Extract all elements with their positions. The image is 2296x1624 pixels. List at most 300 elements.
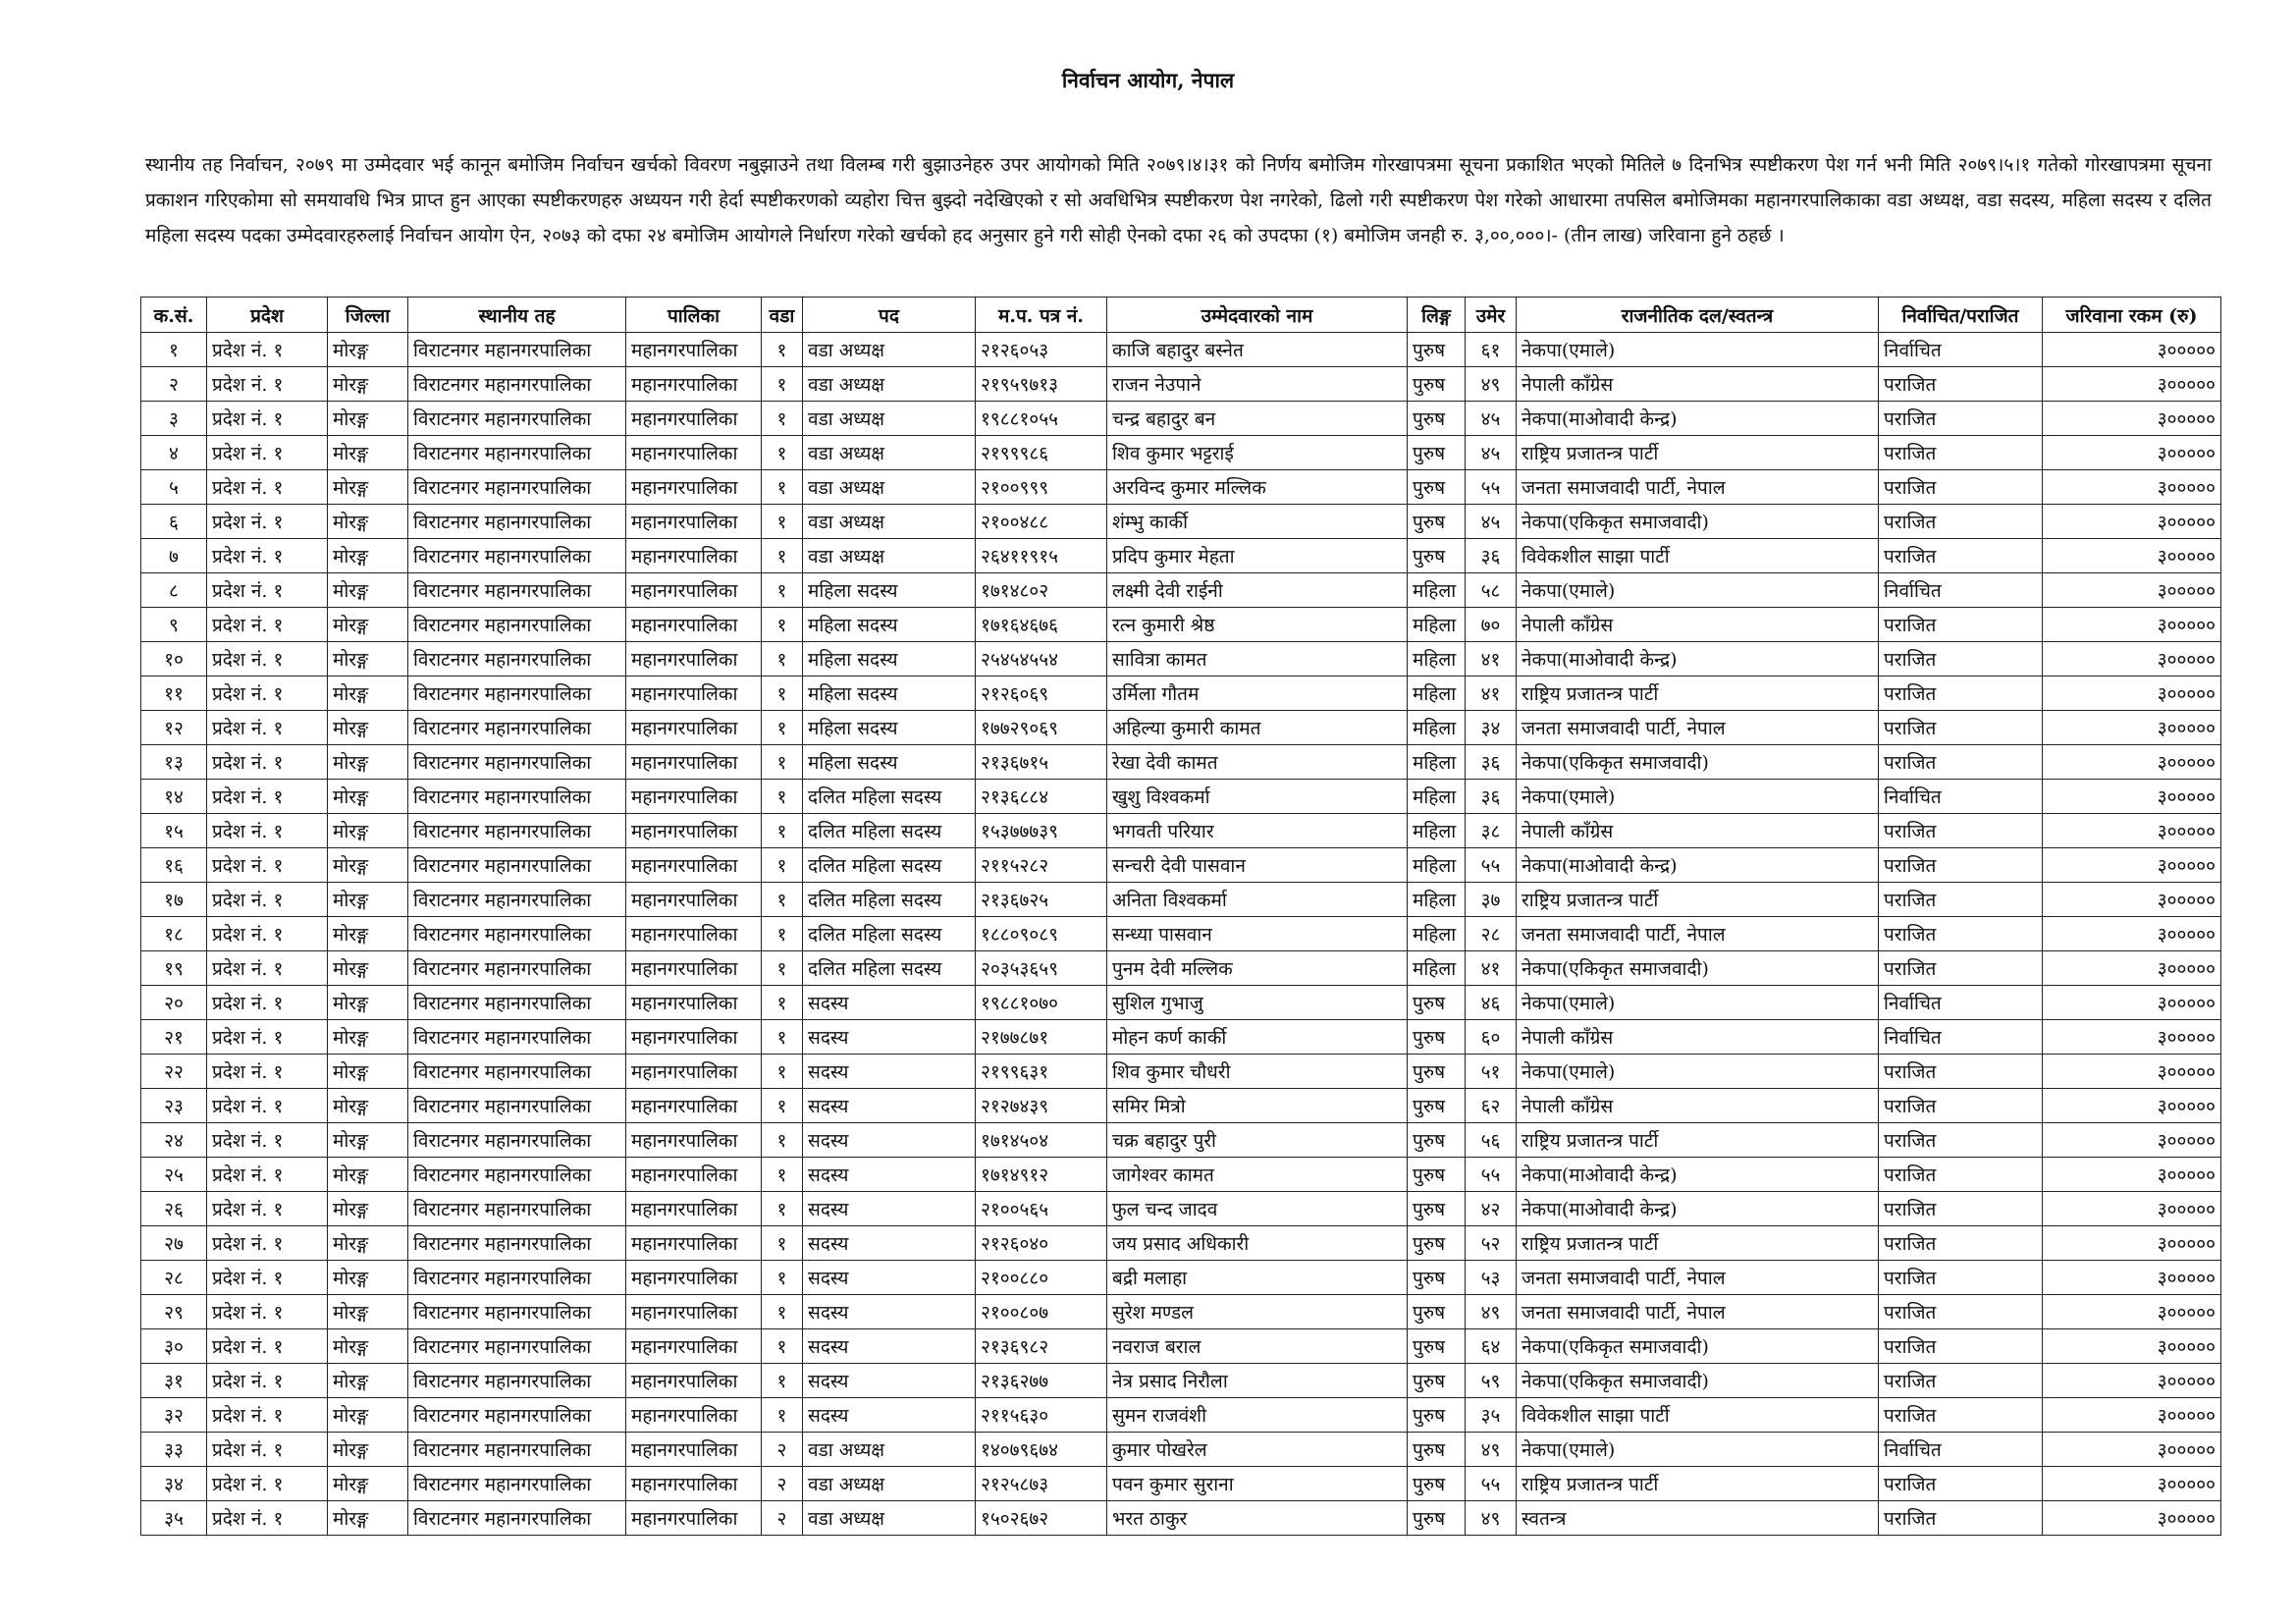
cell-local-level: विराटनगर महानगरपालिका — [408, 848, 626, 883]
cell-local-level: विराटनगर महानगरपालिका — [408, 951, 626, 986]
cell-result: पराजित — [1879, 1055, 2043, 1089]
cell-gender: पुरुष — [1408, 1501, 1466, 1536]
cell-party: विवेकशील साझा पार्टी — [1517, 539, 1879, 573]
table-row — [141, 814, 2221, 848]
cell-fine-amount: ३००००० — [2043, 745, 2221, 780]
cell-province: प्रदेश नं. १ — [207, 505, 328, 539]
cell-province: प्रदेश नं. १ — [207, 333, 328, 367]
cell-municipality-type: महानगरपालिका — [626, 917, 762, 951]
cell-post: दलित महिला सदस्य — [803, 951, 976, 986]
cell-fine-amount: ३००००० — [2043, 814, 2221, 848]
cell-candidate-name: रेखा देवी कामत — [1107, 745, 1408, 780]
cell-fine-amount: ३००००० — [2043, 677, 2221, 711]
cell-ward: १ — [762, 642, 803, 677]
cell-gender: पुरुष — [1408, 402, 1466, 436]
cell-age: ४१ — [1466, 677, 1517, 711]
cell-local-level: विराटनगर महानगरपालिका — [408, 814, 626, 848]
cell-nomination-number: २५४५४५५४ — [976, 642, 1107, 677]
cell-gender: महिला — [1408, 711, 1466, 745]
cell-serial: २८ — [141, 1261, 207, 1295]
cell-ward: १ — [762, 951, 803, 986]
cell-nomination-number: २१००४८८ — [976, 505, 1107, 539]
cell-gender: महिला — [1408, 608, 1466, 642]
cell-candidate-name: जय प्रसाद अधिकारी — [1107, 1226, 1408, 1261]
cell-candidate-name: चन्द्र बहादुर बन — [1107, 402, 1408, 436]
cell-gender: महिला — [1408, 883, 1466, 917]
cell-post: दलित महिला सदस्य — [803, 848, 976, 883]
cell-serial: १६ — [141, 848, 207, 883]
cell-district: मोरङ्ग — [328, 402, 408, 436]
cell-result: पराजित — [1879, 745, 2043, 780]
cell-serial: १० — [141, 642, 207, 677]
cell-result: पराजित — [1879, 402, 2043, 436]
cell-candidate-name: कुमार पोखरेल — [1107, 1433, 1408, 1467]
cell-district: मोरङ्ग — [328, 1467, 408, 1501]
cell-municipality-type: महानगरपालिका — [626, 505, 762, 539]
cell-serial: ३४ — [141, 1467, 207, 1501]
cell-age: ४५ — [1466, 436, 1517, 470]
cell-gender: महिला — [1408, 951, 1466, 986]
table-row — [141, 470, 2221, 505]
cell-nomination-number: १९८८१०५५ — [976, 402, 1107, 436]
cell-local-level: विराटनगर महानगरपालिका — [408, 539, 626, 573]
cell-result: पराजित — [1879, 1295, 2043, 1329]
cell-age: ५९ — [1466, 1364, 1517, 1398]
cell-municipality-type: महानगरपालिका — [626, 677, 762, 711]
cell-candidate-name: अहिल्या कुमारी कामत — [1107, 711, 1408, 745]
cell-candidate-name: अरविन्द कुमार मल्लिक — [1107, 470, 1408, 505]
header-party: राजनीतिक दल/स्वतन्त्र — [1517, 298, 1879, 333]
cell-gender: पुरुष — [1408, 539, 1466, 573]
table-row — [141, 1261, 2221, 1295]
cell-gender: महिला — [1408, 573, 1466, 608]
cell-province: प्रदेश नं. १ — [207, 711, 328, 745]
header-serial: क.सं. — [141, 298, 207, 333]
cell-municipality-type: महानगरपालिका — [626, 1364, 762, 1398]
cell-result: निर्वाचित — [1879, 573, 2043, 608]
cell-municipality-type: महानगरपालिका — [626, 1467, 762, 1501]
cell-district: मोरङ्ग — [328, 505, 408, 539]
cell-age: ३७ — [1466, 883, 1517, 917]
cell-local-level: विराटनगर महानगरपालिका — [408, 1261, 626, 1295]
cell-serial: २९ — [141, 1295, 207, 1329]
cell-age: ६४ — [1466, 1329, 1517, 1364]
cell-district: मोरङ्ग — [328, 745, 408, 780]
cell-province: प्रदेश नं. १ — [207, 745, 328, 780]
cell-serial: ३१ — [141, 1364, 207, 1398]
cell-municipality-type: महानगरपालिका — [626, 814, 762, 848]
cell-gender: महिला — [1408, 917, 1466, 951]
cell-gender: पुरुष — [1408, 1433, 1466, 1467]
cell-district: मोरङ्ग — [328, 1433, 408, 1467]
cell-gender: पुरुष — [1408, 367, 1466, 402]
cell-fine-amount: ३००००० — [2043, 848, 2221, 883]
cell-nomination-number: २११५६३० — [976, 1398, 1107, 1433]
cell-local-level: विराटनगर महानगरपालिका — [408, 1295, 626, 1329]
cell-fine-amount: ३००००० — [2043, 1364, 2221, 1398]
cell-local-level: विराटनगर महानगरपालिका — [408, 1433, 626, 1467]
cell-ward: १ — [762, 436, 803, 470]
cell-district: मोरङ्ग — [328, 470, 408, 505]
table-row — [141, 1192, 2221, 1226]
cell-age: ४९ — [1466, 1295, 1517, 1329]
cell-party: नेकपा(एकिकृत समाजवादी) — [1517, 1364, 1879, 1398]
cell-serial: २७ — [141, 1226, 207, 1261]
cell-gender: पुरुष — [1408, 1158, 1466, 1192]
cell-district: मोरङ्ग — [328, 951, 408, 986]
cell-district: मोरङ्ग — [328, 780, 408, 814]
cell-ward: १ — [762, 1055, 803, 1089]
cell-province: प्रदेश नं. १ — [207, 780, 328, 814]
cell-nomination-number: २१३६९८२ — [976, 1329, 1107, 1364]
cell-post: सदस्य — [803, 986, 976, 1020]
cell-ward: १ — [762, 505, 803, 539]
cell-province: प्रदेश नं. १ — [207, 1467, 328, 1501]
cell-gender: पुरुष — [1408, 1398, 1466, 1433]
table-row — [141, 642, 2221, 677]
cell-post: वडा अध्यक्ष — [803, 402, 976, 436]
cell-district: मोरङ्ग — [328, 1261, 408, 1295]
cell-province: प्रदेश नं. १ — [207, 1055, 328, 1089]
cell-district: मोरङ्ग — [328, 367, 408, 402]
cell-serial: ३५ — [141, 1501, 207, 1536]
cell-nomination-number: १७१४५०४ — [976, 1123, 1107, 1158]
cell-gender: महिला — [1408, 677, 1466, 711]
cell-fine-amount: ३००००० — [2043, 402, 2221, 436]
cell-age: ५२ — [1466, 1226, 1517, 1261]
cell-local-level: विराटनगर महानगरपालिका — [408, 1089, 626, 1123]
table-row — [141, 1226, 2221, 1261]
header-age: उमेर — [1466, 298, 1517, 333]
cell-candidate-name: सावित्रा कामत — [1107, 642, 1408, 677]
cell-result: पराजित — [1879, 1158, 2043, 1192]
cell-post: सदस्य — [803, 1192, 976, 1226]
cell-district: मोरङ्ग — [328, 1398, 408, 1433]
cell-ward: १ — [762, 1364, 803, 1398]
cell-fine-amount: ३००००० — [2043, 470, 2221, 505]
cell-post: सदस्य — [803, 1089, 976, 1123]
cell-gender: महिला — [1408, 642, 1466, 677]
cell-municipality-type: महानगरपालिका — [626, 1329, 762, 1364]
cell-nomination-number: २१००८०७ — [976, 1295, 1107, 1329]
cell-party: नेकपा(माओवादी केन्द्र) — [1517, 1158, 1879, 1192]
cell-result: निर्वाचित — [1879, 780, 2043, 814]
cell-nomination-number: २१२६०६९ — [976, 677, 1107, 711]
cell-post: महिला सदस्य — [803, 711, 976, 745]
cell-municipality-type: महानगरपालिका — [626, 1398, 762, 1433]
table-row — [141, 608, 2221, 642]
cell-fine-amount: ३००००० — [2043, 1226, 2221, 1261]
cell-post: सदस्य — [803, 1158, 976, 1192]
cell-fine-amount: ३००००० — [2043, 951, 2221, 986]
cell-candidate-name: सुरेश मण्डल — [1107, 1295, 1408, 1329]
cell-party: नेकपा(एकिकृत समाजवादी) — [1517, 951, 1879, 986]
cell-party: नेपाली काँग्रेस — [1517, 1020, 1879, 1055]
cell-province: प्रदेश नं. १ — [207, 1261, 328, 1295]
cell-nomination-number: २१००९९९ — [976, 470, 1107, 505]
cell-candidate-name: चक्र बहादुर पुरी — [1107, 1123, 1408, 1158]
cell-municipality-type: महानगरपालिका — [626, 1501, 762, 1536]
cell-gender: महिला — [1408, 745, 1466, 780]
cell-province: प्रदेश नं. १ — [207, 1192, 328, 1226]
cell-candidate-name: पवन कुमार सुराना — [1107, 1467, 1408, 1501]
cell-nomination-number: २१२६०४० — [976, 1226, 1107, 1261]
cell-gender: पुरुष — [1408, 1089, 1466, 1123]
cell-ward: १ — [762, 677, 803, 711]
cell-gender: पुरुष — [1408, 436, 1466, 470]
cell-result: पराजित — [1879, 1226, 2043, 1261]
cell-age: ४९ — [1466, 367, 1517, 402]
cell-serial: १४ — [141, 780, 207, 814]
cell-district: मोरङ्ग — [328, 1329, 408, 1364]
cell-fine-amount: ३००००० — [2043, 780, 2221, 814]
cell-ward: १ — [762, 1329, 803, 1364]
cell-fine-amount: ३००००० — [2043, 642, 2221, 677]
cell-age: ६१ — [1466, 333, 1517, 367]
cell-party: नेकपा(एकिकृत समाजवादी) — [1517, 1329, 1879, 1364]
cell-fine-amount: ३००००० — [2043, 608, 2221, 642]
cell-age: ४९ — [1466, 1501, 1517, 1536]
cell-nomination-number: १७७२९०६९ — [976, 711, 1107, 745]
cell-serial: ६ — [141, 505, 207, 539]
fine-table — [140, 297, 2221, 1536]
cell-result: पराजित — [1879, 951, 2043, 986]
cell-province: प्रदेश नं. १ — [207, 883, 328, 917]
cell-result: पराजित — [1879, 711, 2043, 745]
cell-province: प्रदेश नं. १ — [207, 677, 328, 711]
cell-fine-amount: ३००००० — [2043, 573, 2221, 608]
cell-serial: ९ — [141, 608, 207, 642]
cell-municipality-type: महानगरपालिका — [626, 745, 762, 780]
cell-local-level: विराटनगर महानगरपालिका — [408, 1364, 626, 1398]
cell-province: प्रदेश नं. १ — [207, 951, 328, 986]
cell-nomination-number: १९८८१०७० — [976, 986, 1107, 1020]
cell-post: वडा अध्यक्ष — [803, 470, 976, 505]
cell-province: प्रदेश नं. १ — [207, 1123, 328, 1158]
cell-result: पराजित — [1879, 470, 2043, 505]
cell-post: महिला सदस्य — [803, 745, 976, 780]
cell-nomination-number: १४०७९६७४ — [976, 1433, 1107, 1467]
cell-local-level: विराटनगर महानगरपालिका — [408, 986, 626, 1020]
table-row — [141, 711, 2221, 745]
cell-post: सदस्य — [803, 1055, 976, 1089]
cell-fine-amount: ३००००० — [2043, 986, 2221, 1020]
cell-result: पराजित — [1879, 1398, 2043, 1433]
cell-party: नेकपा(एमाले) — [1517, 333, 1879, 367]
cell-candidate-name: समिर मित्रो — [1107, 1089, 1408, 1123]
cell-nomination-number: २१३६२७७ — [976, 1364, 1107, 1398]
cell-gender: पुरुष — [1408, 1226, 1466, 1261]
cell-municipality-type: महानगरपालिका — [626, 986, 762, 1020]
cell-local-level: विराटनगर महानगरपालिका — [408, 1192, 626, 1226]
cell-local-level: विराटनगर महानगरपालिका — [408, 436, 626, 470]
cell-ward: १ — [762, 333, 803, 367]
cell-local-level: विराटनगर महानगरपालिका — [408, 1501, 626, 1536]
cell-post: सदस्य — [803, 1226, 976, 1261]
cell-local-level: विराटनगर महानगरपालिका — [408, 333, 626, 367]
cell-province: प्रदेश नं. १ — [207, 470, 328, 505]
cell-age: ३६ — [1466, 745, 1517, 780]
cell-district: मोरङ्ग — [328, 1295, 408, 1329]
cell-nomination-number: २१२७४३९ — [976, 1089, 1107, 1123]
cell-ward: १ — [762, 1123, 803, 1158]
cell-gender: पुरुष — [1408, 470, 1466, 505]
cell-district: मोरङ्ग — [328, 848, 408, 883]
cell-ward: २ — [762, 1501, 803, 1536]
cell-district: मोरङ्ग — [328, 1501, 408, 1536]
cell-post: वडा अध्यक्ष — [803, 1501, 976, 1536]
cell-province: प्रदेश नं. १ — [207, 1364, 328, 1398]
cell-age: ५३ — [1466, 1261, 1517, 1295]
table-row — [141, 917, 2221, 951]
cell-municipality-type: महानगरपालिका — [626, 1123, 762, 1158]
cell-age: ६० — [1466, 1020, 1517, 1055]
cell-candidate-name: शिव कुमार भट्टराई — [1107, 436, 1408, 470]
table-row — [141, 677, 2221, 711]
cell-serial: १३ — [141, 745, 207, 780]
cell-district: मोरङ्ग — [328, 1020, 408, 1055]
cell-serial: ३३ — [141, 1433, 207, 1467]
cell-party: नेकपा(एमाले) — [1517, 573, 1879, 608]
cell-district: मोरङ्ग — [328, 333, 408, 367]
cell-district: मोरङ्ग — [328, 1123, 408, 1158]
cell-age: ५५ — [1466, 1467, 1517, 1501]
cell-post: सदस्य — [803, 1020, 976, 1055]
cell-district: मोरङ्ग — [328, 436, 408, 470]
cell-fine-amount: ३००००० — [2043, 1055, 2221, 1089]
cell-ward: १ — [762, 402, 803, 436]
cell-ward: २ — [762, 1467, 803, 1501]
cell-province: प्रदेश नं. १ — [207, 1295, 328, 1329]
cell-party: राष्ट्रिय प्रजातन्त्र पार्टी — [1517, 1467, 1879, 1501]
cell-result: पराजित — [1879, 642, 2043, 677]
cell-local-level: विराटनगर महानगरपालिका — [408, 1020, 626, 1055]
cell-party: जनता समाजवादी पार्टी, नेपाल — [1517, 1295, 1879, 1329]
cell-district: मोरङ्ग — [328, 1192, 408, 1226]
table-row — [141, 436, 2221, 470]
cell-candidate-name: काजि बहादुर बस्नेत — [1107, 333, 1408, 367]
cell-party: नेकपा(माओवादी केन्द्र) — [1517, 848, 1879, 883]
cell-party: नेकपा(एमाले) — [1517, 986, 1879, 1020]
cell-fine-amount: ३००००० — [2043, 1433, 2221, 1467]
cell-fine-amount: ३००००० — [2043, 539, 2221, 573]
table-row — [141, 1467, 2221, 1501]
cell-candidate-name: शिव कुमार चौधरी — [1107, 1055, 1408, 1089]
cell-result: पराजित — [1879, 1192, 2043, 1226]
cell-party: जनता समाजवादी पार्टी, नेपाल — [1517, 711, 1879, 745]
cell-district: मोरङ्ग — [328, 1364, 408, 1398]
cell-district: मोरङ्ग — [328, 573, 408, 608]
cell-result: पराजित — [1879, 677, 2043, 711]
cell-fine-amount: ३००००० — [2043, 1123, 2221, 1158]
cell-fine-amount: ३००००० — [2043, 917, 2221, 951]
cell-party: नेकपा(माओवादी केन्द्र) — [1517, 1192, 1879, 1226]
cell-municipality-type: महानगरपालिका — [626, 1295, 762, 1329]
cell-post: सदस्य — [803, 1329, 976, 1364]
cell-party: नेपाली काँग्रेस — [1517, 367, 1879, 402]
cell-municipality-type: महानगरपालिका — [626, 642, 762, 677]
table-row — [141, 333, 2221, 367]
cell-ward: १ — [762, 711, 803, 745]
cell-municipality-type: महानगरपालिका — [626, 1089, 762, 1123]
cell-party: नेपाली काँग्रेस — [1517, 608, 1879, 642]
cell-age: ५८ — [1466, 573, 1517, 608]
cell-gender: पुरुष — [1408, 333, 1466, 367]
cell-ward: १ — [762, 848, 803, 883]
cell-ward: १ — [762, 883, 803, 917]
cell-municipality-type: महानगरपालिका — [626, 780, 762, 814]
header-province: प्रदेश — [207, 298, 328, 333]
cell-gender: पुरुष — [1408, 1123, 1466, 1158]
cell-party: स्वतन्त्र — [1517, 1501, 1879, 1536]
notice-paragraph: स्थानीय तह निर्वाचन, २०७९ मा उम्मेदवार भई कानून बमोजिम निर्वाचन खर्चको विवरण नबुझाउने तथा विलम्ब गरी बुझाउनेहरु उपर आयोगको मिति २०७९।४।३१ को निर्णय बमोजिम गोरखापत्रमा सूचना प्रकाशित भएको मितिले ७ दिनभित्र स्पष्टीकरण पेश गर्न भनी मिति २०७९।५।१ गतेको गोरखापत्रमा सूचना प्रकाशन गरिएकोमा सो समयावधि भित्र प्राप्त हुन आएका स्पष्टीकरणहरु अध्ययन गरी हेर्दा स्पष्टीकरणको व्यहोरा चित्त बुझ्दो नदेखिएको र सो अवधिभित्र स्पष्टीकरण पेश नगरेको, ढिलो गरी स्पष्टीकरण पेश गरेको आधारमा तपसिल बमोजिमका महानगरपालिकाका वडा अध्यक्ष, वडा सदस्य, महिला सदस्य र दलित महिला सदस्य पदका उम्मेदवारहरुलाई निर्वाचन आयोग ऐन, २०७३ को दफा २४ बमोजिम आयोगले निर्धारण गरेको खर्चको हद अनुसार हुने गरी सोही ऐनको दफा २६ को उपदफा (१) बमोजिम जनही रु. ३,००,०००।- (तीन लाख) जरिवाना हुने ठहर्छ । — [145, 154, 2212, 246]
cell-serial: १५ — [141, 814, 207, 848]
cell-province: प्रदेश नं. १ — [207, 1158, 328, 1192]
cell-fine-amount: ३००००० — [2043, 436, 2221, 470]
cell-local-level: विराटनगर महानगरपालिका — [408, 1123, 626, 1158]
table-row — [141, 780, 2221, 814]
cell-province: प्रदेश नं. १ — [207, 848, 328, 883]
cell-nomination-number: १८८०९०८९ — [976, 917, 1107, 951]
cell-fine-amount: ३००००० — [2043, 1020, 2221, 1055]
cell-nomination-number: १७१६४६७६ — [976, 608, 1107, 642]
cell-province: प्रदेश नं. १ — [207, 436, 328, 470]
cell-party: नेपाली काँग्रेस — [1517, 814, 1879, 848]
cell-candidate-name: नेत्र प्रसाद निरौला — [1107, 1364, 1408, 1398]
cell-result: पराजित — [1879, 917, 2043, 951]
cell-party: नेकपा(एमाले) — [1517, 780, 1879, 814]
cell-post: वडा अध्यक्ष — [803, 1467, 976, 1501]
table-row — [141, 1433, 2221, 1467]
cell-nomination-number: १५३७७७३९ — [976, 814, 1107, 848]
cell-result: पराजित — [1879, 505, 2043, 539]
cell-gender: महिला — [1408, 848, 1466, 883]
cell-post: वडा अध्यक्ष — [803, 367, 976, 402]
cell-province: प्रदेश नं. १ — [207, 642, 328, 677]
cell-party: राष्ट्रिय प्रजातन्त्र पार्टी — [1517, 1123, 1879, 1158]
table-row — [141, 1295, 2221, 1329]
cell-province: प्रदेश नं. १ — [207, 814, 328, 848]
cell-ward: १ — [762, 1226, 803, 1261]
cell-age: ७० — [1466, 608, 1517, 642]
cell-local-level: विराटनगर महानगरपालिका — [408, 1226, 626, 1261]
table-row — [141, 1055, 2221, 1089]
cell-fine-amount: ३००००० — [2043, 1089, 2221, 1123]
cell-province: प्रदेश नं. १ — [207, 539, 328, 573]
cell-ward: १ — [762, 539, 803, 573]
cell-local-level: विराटनगर महानगरपालिका — [408, 470, 626, 505]
cell-party: राष्ट्रिय प्रजातन्त्र पार्टी — [1517, 677, 1879, 711]
cell-result: निर्वाचित — [1879, 1433, 2043, 1467]
header-local-level: स्थानीय तह — [408, 298, 626, 333]
cell-age: ४५ — [1466, 402, 1517, 436]
cell-nomination-number: २६४११९१५ — [976, 539, 1107, 573]
table-row — [141, 1501, 2221, 1536]
header-post: पद — [803, 298, 976, 333]
cell-municipality-type: महानगरपालिका — [626, 436, 762, 470]
cell-ward: १ — [762, 1398, 803, 1433]
cell-local-level: विराटनगर महानगरपालिका — [408, 1398, 626, 1433]
cell-age: ३६ — [1466, 780, 1517, 814]
cell-ward: १ — [762, 1295, 803, 1329]
cell-gender: पुरुष — [1408, 505, 1466, 539]
cell-serial: १७ — [141, 883, 207, 917]
cell-gender: पुरुष — [1408, 1295, 1466, 1329]
cell-candidate-name: सन्ध्या पासवान — [1107, 917, 1408, 951]
cell-serial: ४ — [141, 436, 207, 470]
cell-gender: पुरुष — [1408, 986, 1466, 1020]
cell-province: प्रदेश नं. १ — [207, 1020, 328, 1055]
